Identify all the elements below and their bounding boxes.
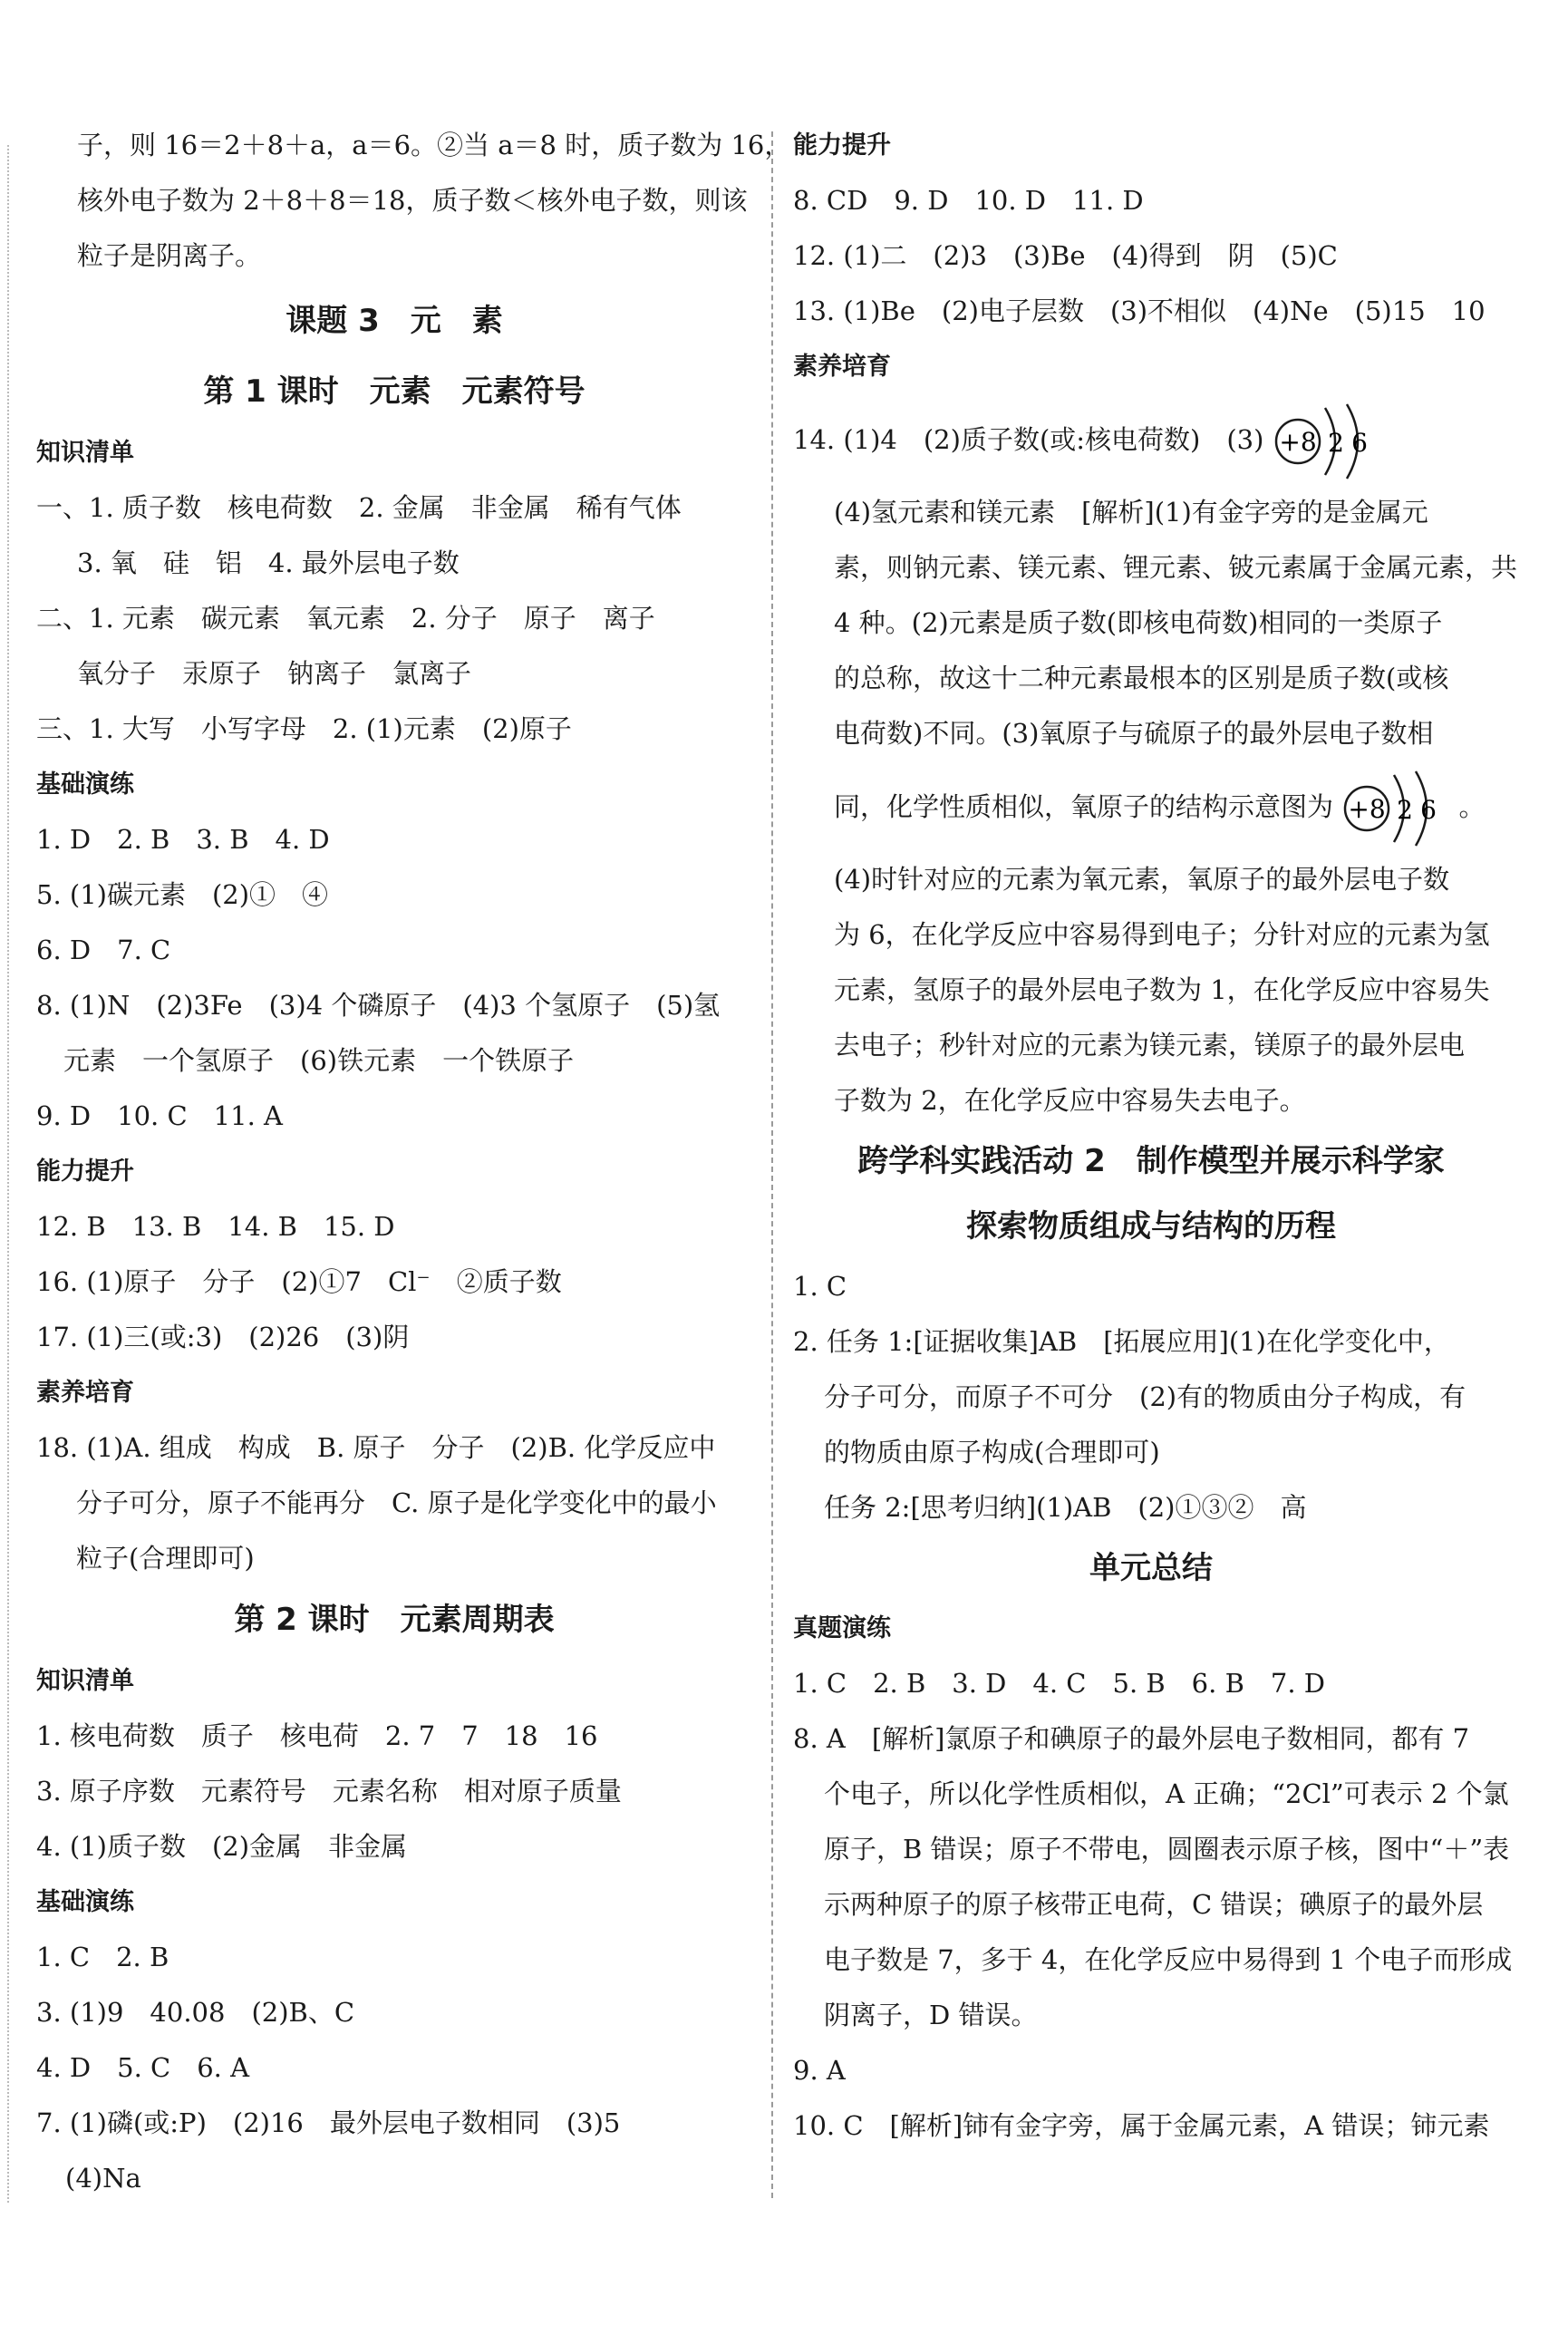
class-heading-2: 第 2 课时 元素周期表 (234, 1602, 555, 1638)
answer-line: 8. A [解析]氯原子和碘原子的最外层电子数相同，都有 7 (793, 1723, 1470, 1754)
answer-line: 5. (1)碳元素 (2)① ④ (36, 879, 329, 910)
answer-line: 3. 氧 硅 铝 4. 最外层电子数 (77, 547, 460, 578)
answer-line: 电荷数)不同。(3)氧原子与硫原子的最外层电子数相 (834, 718, 1434, 749)
section-title: 基础演练 (36, 1888, 134, 1916)
section-title: 基础演练 (36, 770, 134, 799)
answer-line: 10. C [解析]铈有金字旁，属于金属元素，A 错误；铈元素 (793, 2110, 1490, 2141)
nucleus-charge: +8 (1279, 427, 1317, 457)
right-column (793, 118, 1518, 2154)
answer-line: 子数为 2，在化学反应中容易失去电子。 (834, 1085, 1306, 1116)
answer-line: 12. (1)二 (2)3 (3)Be (4)得到 阴 (5)C (793, 240, 1338, 271)
answer-line: 氧分子 汞原子 钠离子 氯离子 (77, 658, 472, 689)
answer-line: 二、1. 元素 碳元素 氧元素 2. 分子 原子 离子 (36, 603, 655, 634)
answer-line: 2. 任务 1:[证据收集]AB [拓展应用](1)在化学变化中， (793, 1326, 1450, 1357)
answer-line: 18. (1)A. 组成 构成 B. 原子 分子 (2)B. 化学反应中 (36, 1432, 716, 1463)
section-title: 素养培育 (793, 353, 891, 381)
answer-line: 1. 核电荷数 质子 核电荷 2. 7 7 18 16 (36, 1720, 598, 1751)
text-line: 粒子是阴离子。 (77, 240, 262, 271)
answer-line: (4)氢元素和镁元素 [解析](1)有金字旁的是金属元 (834, 497, 1428, 528)
answer-line: 元素 一个氢原子 (6)铁元素 一个铁原子 (63, 1045, 575, 1076)
oxygen-atom-diagram-icon (1341, 768, 1450, 849)
answer-line: 原子，B 错误；原子不带电，圆圈表示原子核，图中“＋”表 (824, 1834, 1510, 1865)
shell-2-count: 6 (1420, 795, 1437, 825)
answer-line: 16. (1)原子 分子 (2)①7 Cl⁻ ②质子数 (36, 1266, 562, 1297)
answer-line: 粒子(合理即可) (76, 1543, 255, 1574)
shell-2-count: 6 (1350, 428, 1368, 458)
oxygen-atom-diagram-icon (1273, 401, 1381, 482)
left-margin-guide (7, 145, 9, 2203)
answer-line: 4 种。(2)元素是质子数(即核电荷数)相同的一类原子 (834, 607, 1443, 638)
answer-line: 8. CD 9. D 10. D 11. D (793, 185, 1144, 216)
answer-line: 分子可分，而原子不可分 (2)有的物质由分子构成，有 (824, 1381, 1466, 1412)
answer-line: 3. (1)9 40.08 (2)B、C (36, 1997, 355, 2028)
answer-line: 一、1. 质子数 核电荷数 2. 金属 非金属 稀有气体 (36, 492, 682, 523)
answer-line: 12. B 13. B 14. B 15. D (36, 1211, 395, 1242)
answer-line: 8. (1)N (2)3Fe (3)4 个磷原子 (4)3 个氢原子 (5)氢 (36, 990, 721, 1021)
answer-line: 1. C 2. B (36, 1942, 169, 1972)
shell-1-count: 2 (1327, 428, 1344, 458)
shell-1-count: 2 (1397, 795, 1414, 825)
answer-line: 9. A (793, 2055, 846, 2086)
lesson-heading: 课题 3 元 素 (286, 303, 503, 339)
left-column (36, 118, 791, 2206)
answer-line: 9. D 10. C 11. A (36, 1100, 283, 1131)
answer-line: 的物质由原子构成(合理即可) (824, 1437, 1160, 1468)
answer-line: 17. (1)三(或:3) (2)26 (3)阴 (36, 1322, 410, 1352)
column-divider (771, 131, 773, 2198)
answer-line-with-atom (793, 394, 1509, 485)
nucleus-charge: +8 (1348, 794, 1386, 824)
answer-line: 三、1. 大写 小写字母 2. (1)元素 (2)原子 (36, 713, 572, 744)
answer-line: 1. C 2. B 3. D 4. C 5. B 6. B 7. D (793, 1668, 1326, 1699)
answer-line: 个电子，所以化学性质相似，A 正确；“2Cl”可表示 2 个氯 (824, 1778, 1509, 1809)
answer-line: 分子可分，原子不能再分 C. 原子是化学变化中的最小 (76, 1487, 717, 1518)
answer-line: 示两种原子的原子核带正电荷，C 错误；碘原子的最外层 (824, 1889, 1484, 1920)
section-title: 知识清单 (36, 1667, 134, 1695)
answer-line: 13. (1)Be (2)电子层数 (3)不相似 (4)Ne (5)15 10 (793, 295, 1486, 326)
answer-line: 素，则钠元素、镁元素、锂元素、铍元素属于金属元素，共 (834, 552, 1518, 583)
section-title: 能力提升 (793, 131, 891, 160)
text-line: 核外电子数为 2＋8＋8＝18，质子数＜核外电子数，则该 (77, 185, 748, 216)
answer-line: (4)时针对应的元素为氧元素，氧原子的最外层电子数 (834, 864, 1450, 895)
activity-title-line-1: 跨学科实践活动 2 制作模型并展示科学家 (857, 1143, 1445, 1179)
answer-line: 1. C (793, 1271, 847, 1302)
answer-line: 1. D 2. B 3. B 4. D (36, 824, 330, 855)
answer-line: 4. (1)质子数 (2)金属 非金属 (36, 1831, 408, 1862)
answer-line: 7. (1)磷(或:P) (2)16 最外层电子数相同 (3)5 (36, 2107, 621, 2138)
section-title: 素养培育 (36, 1379, 134, 1407)
section-title: 真题演练 (793, 1614, 891, 1642)
answer-line: 6. D 7. C (36, 935, 171, 965)
answer-line: 元素，氢原子的最外层电子数为 1，在化学反应中容易失 (834, 974, 1490, 1005)
answer-line-with-atom (793, 761, 1509, 852)
answer-line: 阴离子，D 错误。 (824, 2000, 1038, 2030)
answer-line: 为 6，在化学反应中容易得到电子；分针对应的元素为氢 (834, 919, 1490, 950)
section-title: 知识清单 (36, 439, 134, 467)
answer-line: 3. 原子序数 元素符号 元素名称 相对原子质量 (36, 1776, 622, 1807)
activity-title-line-2: 探索物质组成与结构的历程 (966, 1208, 1336, 1245)
answer-line: 去电子；秒针对应的元素为镁元素，镁原子的最外层电 (834, 1030, 1466, 1061)
section-title: 能力提升 (36, 1158, 134, 1186)
text-line: 子，则 16＝2＋8＋a，a＝6。②当 a＝8 时，质子数为 16， (77, 130, 791, 160)
atom-line-end: 。 (1458, 791, 1486, 822)
answer-line: (4)Na (65, 2163, 141, 2194)
answer-line: 电子数是 7，多于 4，在化学反应中易得到 1 个电子而形成 (824, 1944, 1513, 1975)
q14-text: 14. (1)4 (2)质子数(或:核电荷数) (3) (793, 424, 1264, 455)
atom-line-text: 同，化学性质相似，氧原子的结构示意图为 (834, 791, 1334, 822)
answer-line: 的总称，故这十二种元素最根本的区别是质子数(或核 (834, 663, 1449, 693)
unit-summary-title: 单元总结 (1089, 1550, 1213, 1586)
answer-line: 4. D 5. C 6. A (36, 2052, 250, 2083)
answer-line: 任务 2:[思考归纳](1)AB (2)①③② 高 (824, 1492, 1307, 1523)
class-heading-1: 第 1 课时 元素 元素符号 (203, 373, 586, 410)
